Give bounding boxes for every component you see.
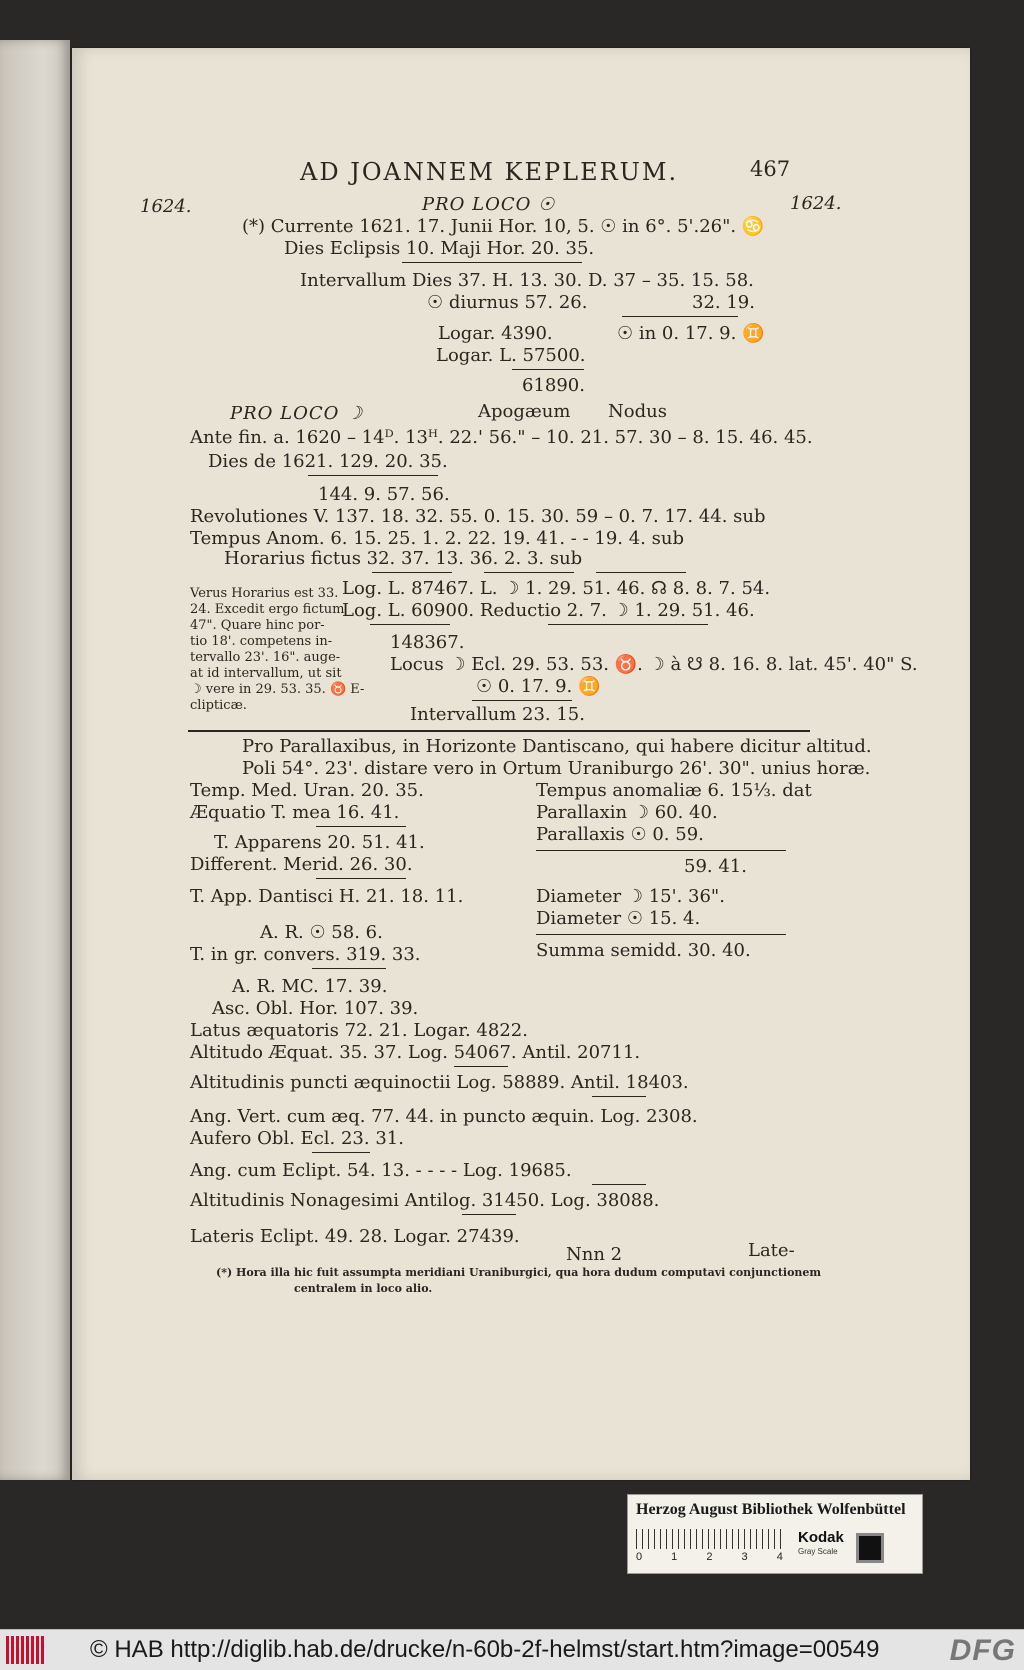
bottom-line-2: Altitudo Æquat. 35. 37. Log. 54067. Antil. 20711. [190,1042,641,1063]
parallax-right-7: Summa semidd. 30. 40. [536,940,751,961]
locus-line-5: ☉ 0. 17. 9. ♊ [476,676,601,697]
bottom-line-1: Latus æquatoris 72. 21. Logar. 4822. [190,1020,528,1041]
side-note-5: tervallo 23'. 16". auge- [190,650,341,665]
rule [484,572,574,573]
side-note-4: tio 18'. competens in- [190,634,333,649]
sun-line-4: ☉ diurnus 57. 26. [427,292,588,313]
parallax-left-4: Different. Merid. 26. 30. [190,854,413,875]
signature-mark: Nnn 2 [566,1244,623,1265]
parallax-left-6: A. R. ☉ 58. 6. [260,922,383,943]
locus-line-2: Log. L. 60900. Reductio 2. 7. ☽ 1. 29. 51. 46. [342,600,755,621]
bottom-line-8: Lateris Eclipt. 49. 28. Logar. 27439. [190,1226,520,1247]
rule [308,475,438,476]
parallax-right-3: Parallaxis ☉ 0. 59. [536,824,704,845]
rule [472,700,572,701]
book-page [72,48,970,1480]
col-node: Nodus [608,401,667,422]
rule [592,1096,646,1097]
ruler-numbers: 0 1 2 3 4 [636,1551,783,1563]
parallax-intro-2: Poli 54°. 23'. distare vero in Ortum Uraniburgo 26'. 30". unius horæ. [242,758,871,779]
rule [536,934,786,935]
parallax-left-5: T. App. Dantisci H. 21. 18. 11. [190,886,464,907]
copyright-url[interactable]: © HAB http://diglib.hab.de/drucke/n-60b-2f-helmst/start.htm?image=00549 [90,1636,880,1663]
rule [402,262,582,263]
section-divider [188,730,810,732]
parallax-left-3: T. Apparens 20. 51. 41. [214,832,425,853]
side-note-6: at id intervallum, ut sit [190,666,342,681]
locus-line-6: Intervallum 23. 15. [410,704,585,725]
parallax-left-8: A. R. MC. 17. 39. [232,976,388,997]
catchword: Late- [748,1240,795,1261]
moon-line-3: 144. 9. 57. 56. [318,484,450,505]
bottom-line-5: Aufero Obl. Ecl. 23. 31. [190,1128,404,1149]
locus-line-3: 148367. [390,632,465,653]
rule [462,1214,516,1215]
parallax-right-4: 59. 41. [684,856,747,877]
parallax-left-7: T. in gr. convers. 319. 33. [190,944,421,965]
side-note-3: 47". Quare hinc por- [190,618,325,633]
running-title: AD JOANNEM KEPLERUM. [300,158,679,186]
sun-line-5: Logar. 4390. [438,323,553,344]
rule [316,878,406,879]
rule [454,1066,508,1067]
col-apogee: Apogæum [478,401,571,422]
heading-pro-loco-moon: PRO LOCO ☽ [230,403,364,424]
rule [370,624,450,625]
sun-line-7: 61890. [522,375,585,396]
rule [592,1184,646,1185]
parallax-intro-1: Pro Parallaxibus, in Horizonte Dantiscano, qui habere dicitur altitud. [242,736,872,757]
kodak-label: Kodak [798,1529,844,1546]
bottom-line-4: Ang. Vert. cum æq. 77. 44. in puncto æquin. Log. 2308. [190,1106,698,1127]
bleed-through-text [6,80,46,260]
library-name: Herzog August Bibliothek Wolfenbüttel [636,1501,906,1518]
rule [548,624,708,625]
footnote-line-1: (*) Hora illa hic fuit assumpta meridiani Uraniburgici, qua hora dudum computavi conjunctionem [216,1266,822,1279]
rule [622,316,738,317]
side-note-7: ☽ vere in 29. 53. 35. ♉ E- [190,682,365,697]
sun-line-5b: ☉ in 0. 17. 9. ♊ [617,323,765,344]
side-note-1: Verus Horarius est 33. [190,586,339,601]
locus-line-1: Log. L. 87467. L. ☽ 1. 29. 51. 46. ☊ 8. 8. 7. 54. [342,578,771,599]
sun-line-4b: 32. 19. [692,292,755,313]
year-right: 1624. [790,193,842,214]
bottom-line-3: Altitudinis puncti æquinoctii Log. 58889. Antil. 18403. [190,1072,689,1093]
parallax-right-1: Tempus anomaliæ 6. 15⅓. dat [536,780,812,801]
sun-line-6: Logar. L. 57500. [436,345,586,366]
footnote-line-2: centralem in loco alio. [294,1282,433,1295]
color-calibration-card [627,1494,923,1574]
dfg-logo[interactable]: DFG [949,1634,1016,1667]
moon-line-5: Tempus Anom. 6. 15. 25. 1. 2. 22. 19. 41. - - 19. 4. sub [190,528,684,549]
rule [596,572,686,573]
rule [372,572,452,573]
viewer-footer [0,1629,1024,1670]
sun-line-3: Intervallum Dies 37. H. 13. 30. D. 37 – 35. 15. 58. [300,270,754,291]
facing-page-edge [0,40,70,1480]
gray-swatch [856,1533,884,1563]
moon-line-2: Dies de 1621. 129. 20. 35. [208,451,448,472]
year-left: 1624. [140,196,192,217]
bottom-line-7: Altitudinis Nonagesimi Antilog. 31450. Log. 38088. [190,1190,660,1211]
rule [512,369,584,370]
heading-pro-loco-sun: PRO LOCO ☉ [422,194,556,215]
moon-line-1: Ante fin. a. 1620 – 14ᴰ. 13ᴴ. 22.' 56." – 10. 21. 57. 30 – 8. 15. 46. 45. [190,427,813,448]
parallax-left-1: Temp. Med. Uran. 20. 35. [190,780,424,801]
parallax-left-2: Æquatio T. mea 16. 41. [190,802,400,823]
rule [312,1152,370,1153]
rule [536,850,786,851]
side-note-8: clipticæ. [190,698,247,713]
moon-line-6: Horarius fictus 32. 37. 13. 36. 2. 3. sub [224,548,583,569]
gray-scale-label: Gray Scale [798,1547,838,1556]
parallax-right-5: Diameter ☽ 15'. 36". [536,886,725,907]
bottom-line-6: Ang. cum Eclipt. 54. 13. - - - - Log. 19685. [190,1160,572,1181]
locus-line-4: Locus ☽ Ecl. 29. 53. 53. ♉. ☽ à ☋ 8. 16. 8. lat. 45'. 40" S. [390,654,918,675]
page-number: 467 [750,157,791,181]
moon-line-4: Revolutiones V. 137. 18. 32. 55. 0. 15. 30. 59 – 0. 7. 17. 44. sub [190,506,766,527]
hab-logo-icon[interactable] [6,1636,46,1664]
parallax-left-9: Asc. Obl. Hor. 107. 39. [212,998,419,1019]
parallax-right-2: Parallaxin ☽ 60. 40. [536,802,718,823]
sun-line-2: Dies Eclipsis 10. Maji Hor. 20. 35. [284,238,595,259]
ruler-scale [636,1529,786,1549]
side-note-2: 24. Excedit ergo fictum [190,602,345,617]
sun-line-1: (*) Currente 1621. 17. Junii Hor. 10, 5. ☉ in 6°. 5'.26". ♋ [242,216,765,237]
parallax-right-6: Diameter ☉ 15. 4. [536,908,701,929]
rule [312,968,386,969]
rule [316,826,406,827]
